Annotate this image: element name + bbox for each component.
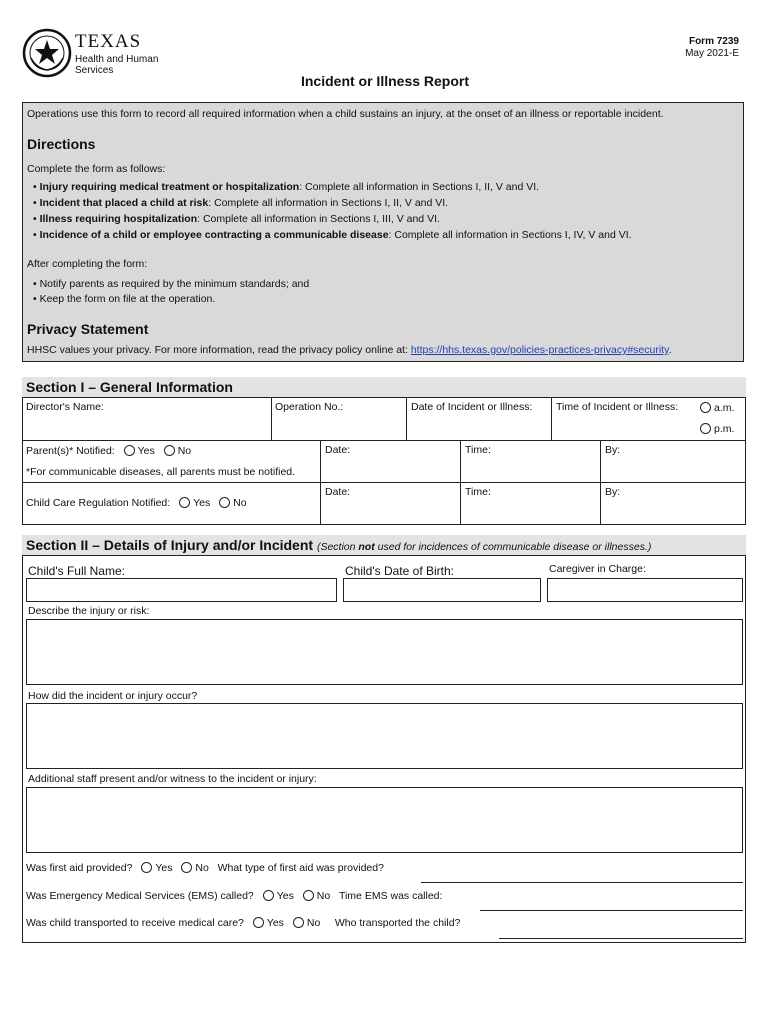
- transport-yes-radio[interactable]: [253, 917, 264, 928]
- transport-no-radio[interactable]: [293, 917, 304, 928]
- transport-who-line[interactable]: [499, 938, 743, 939]
- child-name-label: Child's Full Name:: [28, 564, 125, 578]
- how-label: How did the incident or injury occur?: [28, 690, 198, 702]
- parents-no-radio[interactable]: [164, 445, 175, 456]
- form-number: Form 7239: [688, 36, 739, 47]
- pm-radio[interactable]: [700, 423, 711, 434]
- child-dob-label: Child's Date of Birth:: [345, 564, 455, 578]
- after-bullet: • Keep the form on file at the operation.: [33, 293, 216, 305]
- directions-heading: Directions: [27, 136, 96, 152]
- first-aid-type-line[interactable]: [421, 882, 743, 883]
- after-bullet: • Notify parents as required by the minimum standards; and: [33, 278, 310, 290]
- directions-box: [22, 102, 744, 362]
- ems-time-line[interactable]: [480, 910, 743, 911]
- intro-text: Operations use this form to record all required information when a child sustains an injury, at the onset of an illness or reportable incident.: [27, 108, 664, 120]
- ems-question: Was Emergency Medical Services (EMS) called? Yes No Time EMS was called:: [26, 890, 443, 902]
- caregiver-field[interactable]: [547, 578, 743, 602]
- describe-label: Describe the injury or risk:: [28, 605, 150, 617]
- ccr-notified-label: Child Care Regulation Notified: Yes No: [26, 497, 247, 509]
- pm-option[interactable]: p.m.: [694, 423, 734, 435]
- am-radio[interactable]: [700, 402, 711, 413]
- ccr-yes-radio[interactable]: [179, 497, 190, 508]
- first-aid-question: Was first aid provided? Yes No What type of first aid was provided?: [26, 862, 384, 874]
- privacy-heading: Privacy Statement: [27, 321, 149, 337]
- child-dob-field[interactable]: [343, 578, 541, 602]
- describe-field[interactable]: [26, 619, 743, 685]
- direction-bullet: • Incident that placed a child at risk: Complete all information in Sections I, II, V and VI.: [33, 197, 449, 209]
- agency-name-subtitle: Health and Human Services: [75, 54, 159, 76]
- time-of-incident-label: Time of Incident or Illness:: [556, 401, 679, 413]
- divider: [271, 397, 272, 441]
- section2-note: (Section not used for incidences of communicable disease or illnesses.): [316, 541, 652, 553]
- parents-notified-label: Parent(s)* Notified: Yes No: [26, 445, 192, 457]
- direction-bullet: • Illness requiring hospitalization: Complete all information in Sections I, III, V and VI.: [33, 213, 440, 225]
- ccr-by-label: By:: [605, 486, 621, 498]
- how-field[interactable]: [26, 703, 743, 769]
- operation-no-label: Operation No.:: [275, 401, 344, 413]
- privacy-text: HHSC values your privacy. For more information, read the privacy policy online at: https://hhs.texas.gov/policies-practices-privacy#security.: [27, 344, 672, 356]
- parents-yes-radio[interactable]: [124, 445, 135, 456]
- child-name-field[interactable]: [26, 578, 337, 602]
- staff-label: Additional staff present and/or witness to the incident or injury:: [28, 773, 317, 785]
- divider: [406, 397, 407, 441]
- ems-yes-radio[interactable]: [263, 890, 274, 901]
- page-title: Incident or Illness Report: [300, 73, 470, 89]
- parents-date-label: Date:: [325, 444, 351, 456]
- section2-heading: Section II – Details of Injury and/or Incident (Section not used for incidences of communicable disease or illnesses.): [22, 535, 746, 555]
- date-of-incident-label: Date of Incident or Illness:: [411, 401, 533, 413]
- ems-no-radio[interactable]: [303, 890, 314, 901]
- first-aid-no-radio[interactable]: [181, 862, 192, 873]
- transport-question: Was child transported to receive medical care? Yes No Who transported the child?: [26, 917, 461, 929]
- directors-name-label: Director's Name:: [26, 401, 104, 413]
- form-number-block: [685, 36, 739, 60]
- section1-heading: Section I – General Information: [22, 377, 746, 397]
- am-option[interactable]: a.m.: [694, 402, 734, 414]
- texas-seal-icon: [22, 28, 72, 78]
- ccr-time-label: Time:: [465, 486, 491, 498]
- direction-bullet: • Injury requiring medical treatment or hospitalization: Complete all information in Sections I, II, V and VI.: [33, 181, 540, 193]
- ccr-no-radio[interactable]: [219, 497, 230, 508]
- direction-bullet: • Incidence of a child or employee contracting a communicable disease: Complete all information in Sections I, IV, V and VI.: [33, 229, 632, 241]
- parents-time-label: Time:: [465, 444, 491, 456]
- form-date: May 2021-E: [685, 48, 739, 59]
- complete-text: Complete the form as follows:: [27, 163, 166, 175]
- caregiver-label: Caregiver in Charge:: [549, 563, 646, 575]
- after-text: After completing the form:: [27, 258, 148, 270]
- first-aid-yes-radio[interactable]: [141, 862, 152, 873]
- parents-by-label: By:: [605, 444, 621, 456]
- privacy-policy-link[interactable]: https://hhs.texas.gov/policies-practices-privacy#security: [410, 344, 669, 356]
- agency-name-texas: TEXAS: [75, 31, 142, 52]
- ccr-date-label: Date:: [325, 486, 351, 498]
- staff-field[interactable]: [26, 787, 743, 853]
- divider: [551, 397, 552, 441]
- communicable-note: *For communicable diseases, all parents must be notified.: [26, 466, 296, 478]
